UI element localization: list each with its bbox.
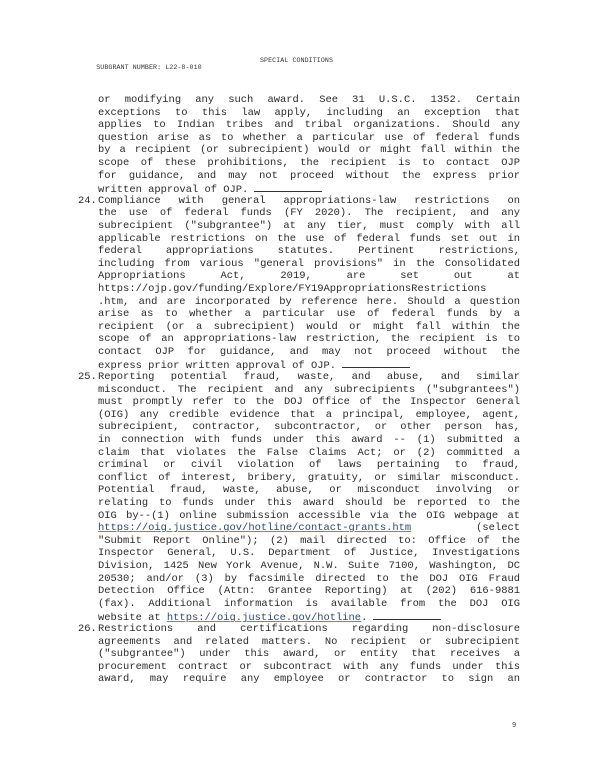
item-number: 25. xyxy=(78,371,97,384)
text-line xyxy=(78,195,520,208)
text-line xyxy=(78,358,520,371)
text-line: recipient (or a subrecipient) would or might fall within the xyxy=(98,320,520,333)
initials-blank xyxy=(342,358,410,368)
text-line: subrecipient, contractor, subcontractor, or other person has, xyxy=(98,421,520,434)
text-line: (OIG) any credible evidence that a principal, employee, agent, xyxy=(98,408,520,421)
text-line: by a recipient (or subrecipient) would or might fall within the xyxy=(98,144,520,157)
text-line: agreements and related matters. No recipient or subrecipient xyxy=(98,635,520,648)
text-line: must promptly refer to the DOJ Office of the Inspector General xyxy=(98,396,520,409)
text-line: scope of these prohibitions, the recipient is to contact OJP xyxy=(98,156,520,169)
text-line: https://ojp.gov/funding/Explore/FY19AppropriationsRestrictions xyxy=(98,282,487,295)
text-line: criminal or civil violation of laws pertaining to fraud, xyxy=(98,459,520,472)
condition-26 xyxy=(78,623,520,686)
text-line: applicable restrictions on the use of federal funds set out in xyxy=(98,232,520,245)
text-line: the use of federal funds (FY 2020). The recipient, and any xyxy=(98,207,520,220)
text-line: relating to funds under this award should be reported to the xyxy=(98,497,520,509)
text-line-content: Reporting potential fraud, waste, and abuse, and similar xyxy=(98,371,520,384)
text-line-content: (select xyxy=(476,522,520,535)
text-line xyxy=(78,522,520,535)
text-line: OIG by--(1) online submission accessible via the OIG webpage at xyxy=(98,509,520,522)
text-line-content: written approval of OJP. xyxy=(98,184,249,197)
text-line xyxy=(78,610,520,623)
text-line-content: Compliance with general appropriations-law restrictions on xyxy=(98,194,520,207)
text-line: contact OJP for guidance, and may not proceed without the xyxy=(98,345,520,358)
initials-blank xyxy=(373,610,441,620)
text-line: procurement contract or subcontract with any funds under this xyxy=(98,660,520,673)
text-line-content: Restrictions and certifications regarding non-disclosure xyxy=(98,622,520,635)
text-line: misconduct. The recipient and any subrecipients ("subgrantees") xyxy=(98,383,520,396)
text-line: ("subgrantee") under this award, or entity that receives a xyxy=(98,648,520,661)
document-body xyxy=(78,94,520,686)
oig-hotline-link[interactable]: https://oig.justice.gov/hotline xyxy=(166,612,362,625)
text-line: subrecipient ("subgrantee") at any tier, must comply with all xyxy=(98,219,520,232)
text-line xyxy=(78,182,520,195)
item-number: 24. xyxy=(78,194,97,207)
initials-blank xyxy=(254,182,322,192)
text-line: Detection Office (Attn: Grantee Reporting) at (202) 616-9881 xyxy=(98,585,520,598)
text-line xyxy=(78,371,520,384)
text-line: or modifying any such award. See 31 U.S.C. 1352. Certain xyxy=(98,94,520,106)
text-line: (fax). Additional information is available from the DOJ OIG xyxy=(98,597,520,610)
text-line: arise as to whether a particular use of federal funds by a xyxy=(98,308,520,321)
text-line-content: . xyxy=(361,612,368,625)
oig-contact-grants-link[interactable]: https://oig.justice.gov/hotline/contact-grants.htm xyxy=(98,522,412,535)
page-header xyxy=(80,57,334,85)
text-line: "Submit Report Online"); (2) mail directed to: Office of the xyxy=(98,534,520,547)
section-title: SPECIAL CONDITIONS xyxy=(260,57,334,64)
paragraph-continuation xyxy=(78,94,520,195)
text-line: 20530; and/or (3) by facsimile directed to the DOJ OIG Fraud xyxy=(98,572,520,585)
item-number: 26. xyxy=(78,622,97,635)
condition-25 xyxy=(78,371,520,623)
text-line: award, may require any employee or contractor to sign an xyxy=(98,673,520,686)
text-line: federal appropriations statutes. Pertinent restrictions, xyxy=(98,245,520,258)
text-line: question arise as to whether a particular use of federal funds xyxy=(98,131,520,144)
text-line: Division, 1425 New York Avenue, N.W. Suite 7100, Washington, DC xyxy=(98,559,520,572)
text-line: claim that violates the False Claims Act; or (2) committed a xyxy=(98,446,520,459)
text-line: .htm, and are incorporated by reference here. Should a question xyxy=(98,295,520,308)
text-line-content: express prior written approval of OJP. xyxy=(98,360,337,373)
text-line: scope of an appropriations-law restriction, the recipient is to xyxy=(98,333,520,346)
text-line: Inspector General, U.S. Department of Justice, Investigations xyxy=(98,547,520,560)
text-line: Potential fraud, waste, abuse, or misconduct involving or xyxy=(98,484,520,497)
condition-24 xyxy=(78,195,520,371)
subgrant-number: SUBGRANT NUMBER: L22-8-010 xyxy=(96,64,202,71)
text-line: Appropriations Act, 2019, are set out at xyxy=(98,270,520,283)
text-line-content: website at xyxy=(98,612,167,625)
page-number: 9 xyxy=(512,722,517,730)
text-line xyxy=(78,623,520,636)
text-line: conflict of interest, bribery, gratuity, or similar misconduct. xyxy=(98,471,520,484)
text-line: for guidance, and may not proceed without the express prior xyxy=(98,169,520,182)
text-line: applies to Indian tribes and tribal organizations. Should any xyxy=(98,119,520,132)
text-line: exceptions to this law apply, including an exception that xyxy=(98,106,520,119)
text-line: in connection with funds under this award -- (1) submitted a xyxy=(98,434,520,447)
text-line: including from various "general provisions" in the Consolidated xyxy=(98,257,520,270)
